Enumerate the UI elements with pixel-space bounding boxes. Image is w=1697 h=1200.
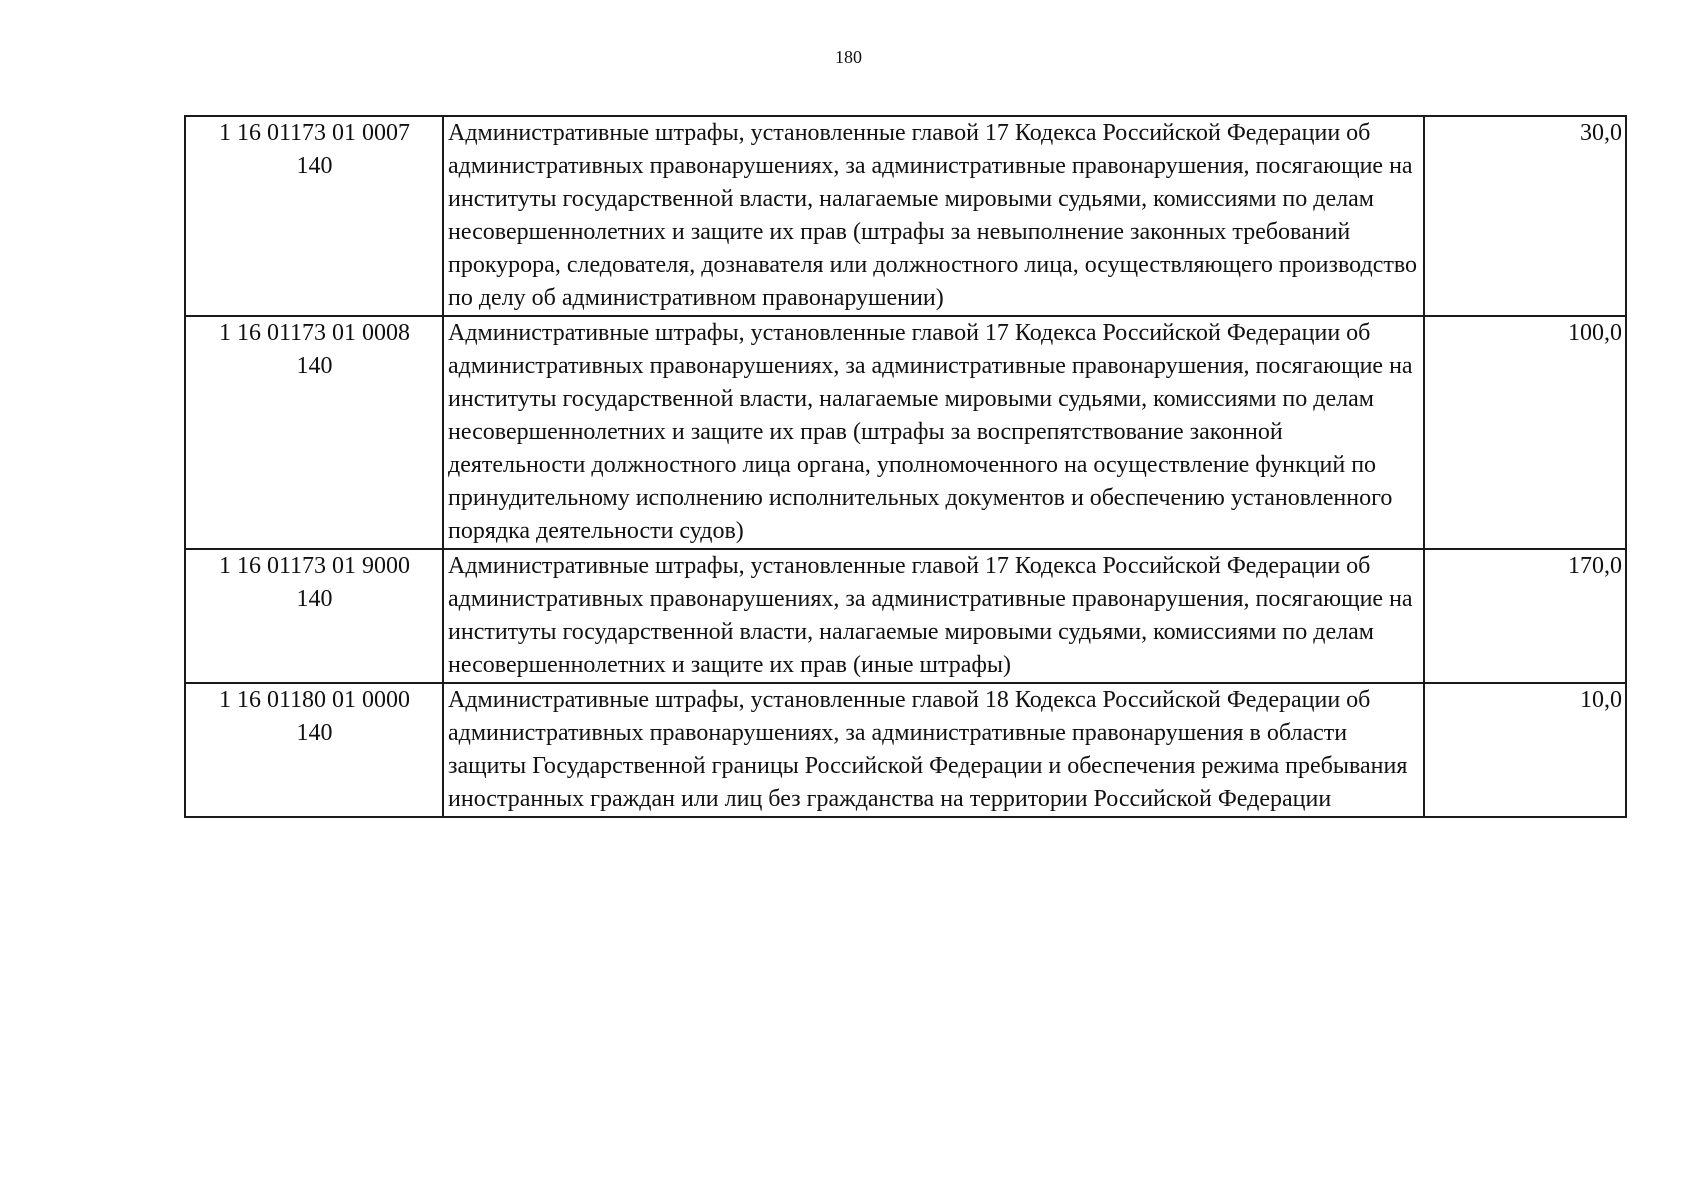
amount-cell: 10,0: [1424, 683, 1626, 817]
budget-code-suffix: 140: [296, 720, 333, 746]
table-row: [185, 683, 1626, 817]
page-number: 180: [835, 47, 862, 67]
description-cell: Административные штрафы, установленные главой 17 Кодекса Российской Федерации об административных правонарушениях, за административные правонарушения, посягающие на институты государственной власти, налагаемые мировыми судьями, комиссиями по делам несовершеннолетних и защите их прав (штрафы за воспрепятствование законной деятельности должностного лица органа, уполномоченного на осуществление функций по принудительному исполнению исполнительных документов и обеспечению установленного порядка деятельности судов): [443, 316, 1424, 549]
budget-code-cell: [185, 116, 443, 316]
amount-cell: 170,0: [1424, 549, 1626, 683]
description-cell: Административные штрафы, установленные главой 18 Кодекса Российской Федерации об административных правонарушениях, за административные правонарушения в области защиты Государственной границы Российской Федерации и обеспечения режима пребывания иностранных граждан или лиц без гражданства на территории Российской Федерации: [443, 683, 1424, 817]
budget-code-cell: [185, 316, 443, 549]
budget-classification-table: [184, 115, 1627, 818]
budget-code-cell: [185, 549, 443, 683]
budget-code: 1 16 01173 01 0007: [218, 120, 411, 146]
amount-cell: 30,0: [1424, 116, 1626, 316]
description-cell: Административные штрафы, установленные главой 17 Кодекса Российской Федерации об административных правонарушениях, за административные правонарушения, посягающие на институты государственной власти, налагаемые мировыми судьями, комиссиями по делам несовершеннолетних и защите их прав (иные штрафы): [443, 549, 1424, 683]
budget-code: 1 16 01173 01 9000: [218, 553, 411, 579]
table-row: [185, 549, 1626, 683]
budget-code: 1 16 01173 01 0008: [218, 320, 411, 346]
budget-code: 1 16 01180 01 0000: [218, 687, 411, 713]
budget-code-cell: [185, 683, 443, 817]
table-row: [185, 316, 1626, 549]
description-cell: Административные штрафы, установленные главой 17 Кодекса Российской Федерации об административных правонарушениях, за административные правонарушения, посягающие на институты государственной власти, налагаемые мировыми судьями, комиссиями по делам несовершеннолетних и защите их прав (штрафы за невыполнение законных требований прокурора, следователя, дознавателя или должностного лица, осуществляющего производство по делу об административном правонарушении): [443, 116, 1424, 316]
budget-code-suffix: 140: [296, 353, 333, 379]
budget-code-suffix: 140: [296, 586, 333, 612]
amount-cell: 100,0: [1424, 316, 1626, 549]
budget-code-suffix: 140: [296, 153, 333, 179]
table-row: [185, 116, 1626, 316]
